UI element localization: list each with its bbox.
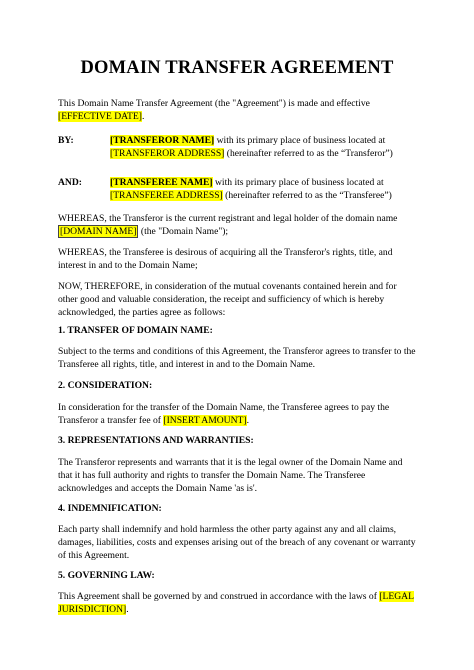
- jurisdiction-placeholder-part-1: [LEGAL: [379, 591, 414, 602]
- section-4-heading: 4. INDEMNIFICATION:: [58, 503, 162, 514]
- now-therefore-line-1: NOW, THEREFORE, in consideration of the mutual covenants contained herein and for: [58, 281, 397, 292]
- document-title: DOMAIN TRANSFER AGREEMENT: [80, 58, 394, 78]
- section-5-line-2: JURISDICTION].: [58, 604, 129, 615]
- whereas-2-line-1: WHEREAS, the Transferee is desirous of acquiring all the Transferor's rights, title, and: [58, 247, 393, 258]
- now-therefore-line-2: other good and valuable consideration, the receipt and sufficiency of which is hereby: [58, 294, 385, 305]
- transferee-line-1: [TRANSFEREE NAME] with its primary place of business located at: [110, 177, 384, 188]
- section-4-line-2: damages, liabilities, costs and expenses arising out of the breach of any covenant or warranty: [58, 537, 416, 548]
- section-3-line-2: that it has full authority and rights to transfer the Domain Name. The Transferee: [58, 470, 366, 481]
- section-3-line-3: acknowledges and accepts the Domain Name 'as is'.: [58, 483, 257, 494]
- section-4-line-3: of this Agreement.: [58, 550, 130, 561]
- whereas-2-line-2: interest in and to the Domain Name;: [58, 260, 198, 271]
- transferee-line-2: [TRANSFEREE ADDRESS] (hereinafter referred to as the “Transferee”): [110, 190, 392, 201]
- section-5-line-1: This Agreement shall be governed by and construed in accordance with the laws of [LEGAL: [58, 591, 414, 602]
- whereas-1-line-1: WHEREAS, the Transferor is the current registrant and legal holder of the domain name: [58, 213, 398, 224]
- section-1-line-1: Subject to the terms and conditions of this Agreement, the Transferor agrees to transfer to the: [58, 346, 416, 357]
- transferee-address-placeholder: [TRANSFEREE ADDRESS]: [110, 190, 223, 201]
- section-1-line-2: Transferee all rights, title, and interest in and to the Domain Name.: [58, 359, 316, 370]
- section-2-heading: 2. CONSIDERATION:: [58, 380, 153, 391]
- transferor-name-placeholder: [TRANSFEROR NAME]: [110, 135, 215, 146]
- transferor-line-2: [TRANSFEROR ADDRESS] (hereinafter referred to as the “Transferor”): [110, 148, 393, 159]
- section-3-heading: 3. REPRESENTATIONS AND WARRANTIES:: [58, 435, 254, 446]
- transferor-address-placeholder: [TRANSFEROR ADDRESS]: [110, 148, 225, 159]
- amount-placeholder: [INSERT AMOUNT]: [163, 415, 247, 426]
- transferor-line-1: [TRANSFEROR NAME] with its primary place of business located at: [110, 135, 386, 146]
- section-5-heading: 5. GOVERNING LAW:: [58, 570, 155, 581]
- section-2-line-2: Transferor a transfer fee of [INSERT AMOUNT].: [58, 415, 250, 426]
- intro-line-1: This Domain Name Transfer Agreement (the "Agreement") is made and effective: [58, 98, 370, 109]
- domain-name-placeholder: [DOMAIN NAME]: [60, 226, 137, 237]
- effective-date-placeholder: [EFFECTIVE DATE]: [58, 111, 142, 122]
- now-therefore-line-3: acknowledged, the parties agree as follows:: [58, 307, 226, 318]
- by-label: BY:: [58, 135, 74, 146]
- jurisdiction-placeholder-part-2: JURISDICTION]: [58, 604, 127, 615]
- transferee-name-placeholder: [TRANSFEREE NAME]: [110, 177, 213, 188]
- section-2-line-1: In consideration for the transfer of the Domain Name, the Transferee agrees to pay the: [58, 402, 390, 413]
- intro-line-2: [EFFECTIVE DATE].: [58, 111, 145, 122]
- section-1-heading: 1. TRANSFER OF DOMAIN NAME:: [58, 325, 213, 336]
- whereas-1-line-2: [DOMAIN NAME] (the "Domain Name");: [60, 226, 229, 237]
- section-3-line-1: The Transferor represents and warrants that it is the legal owner of the Domain Name and: [58, 457, 403, 468]
- and-label: AND:: [58, 177, 82, 188]
- section-4-line-1: Each party shall indemnify and hold harmless the other party against any and all claims,: [58, 524, 397, 535]
